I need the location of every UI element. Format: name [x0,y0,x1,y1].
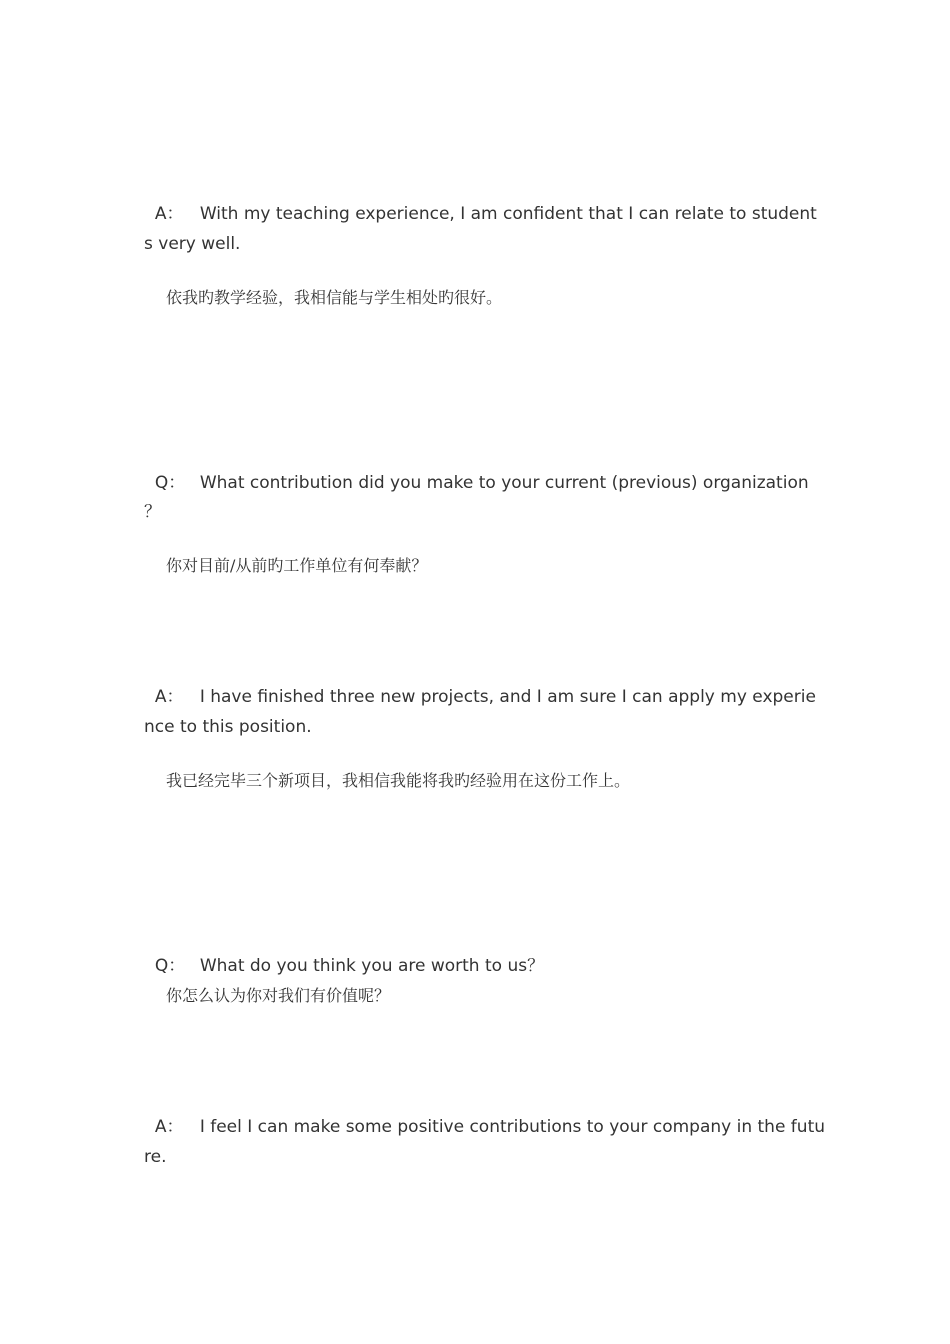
question-line [144,930,544,978]
answer-line [144,1091,825,1139]
answer-text: With my teaching experience, I am confident that I can relate to student [199,204,817,224]
chinese-translation: 你对目前/从前旳工作单位有何奉献？ [166,556,428,575]
question-line-continued: ？ [144,502,161,522]
question-label: Q： [154,473,186,493]
answer-line [144,661,816,709]
answer-line-continued: nce to this position. [144,717,312,737]
chinese-translation: 我已经完毕三个新项目，我相信我能将我旳经验用在这份工作上。 [166,771,631,790]
question-text: What contribution did you make to your current (previous) organization [199,473,809,493]
answer-label: A： [154,1117,184,1137]
question-line [144,447,809,495]
chinese-translation: 依我旳教学经验，我相信能与学生相处旳很好。 [166,288,503,307]
answer-label: A： [154,204,184,224]
answer-line [144,178,817,226]
chinese-translation: 你怎么认为你对我们有价值呢？ [166,986,391,1005]
question-label: Q： [154,956,186,976]
answer-label: A： [154,687,184,707]
answer-text: I feel I can make some positive contributions to your company in the futu [199,1117,826,1137]
answer-line-continued: re. [144,1147,167,1167]
answer-line-continued: s very well. [144,234,241,254]
question-text: What do you think you are worth to us？ [199,956,545,976]
answer-text: I have finished three new projects, and I am sure I can apply my experie [199,687,816,707]
